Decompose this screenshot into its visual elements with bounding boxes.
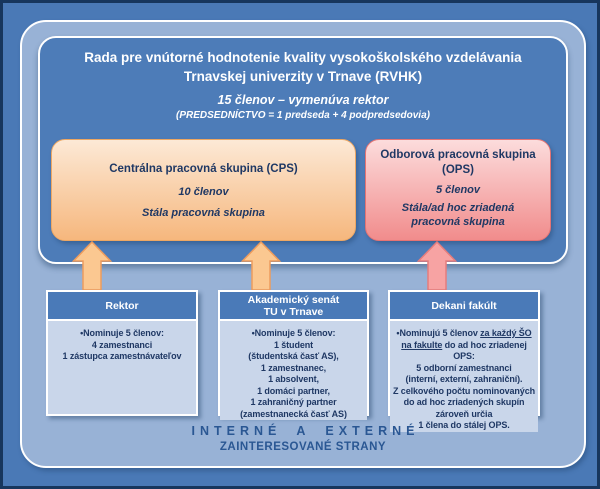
source-box-senat-header-line2: TU v Trnave — [263, 305, 324, 318]
body-line: Z celkového počtu nominovaných — [392, 385, 536, 396]
body-line: 1 domáci partner, — [257, 385, 330, 396]
dekani-intro-pre: •Nominujú 5 členov — [396, 328, 481, 338]
source-box-akademicky-senat — [218, 290, 369, 419]
source-box-rektor-header-text: Rektor — [105, 299, 139, 312]
body-line: do ad hoc zriadených skupín — [403, 397, 525, 407]
rvhk-presidency-note: (PREDSEDNÍCTVO = 1 predseda + 4 podpredsedovia) — [176, 110, 430, 121]
body-line: (zamestnanecká časť AS) — [240, 408, 347, 419]
body-line: 5 odborní zamestnanci — [416, 362, 512, 373]
body-line: •Nominuje 5 členov: — [80, 328, 164, 338]
body-line: 1 študent — [273, 339, 314, 350]
ops-title-line1: Odborová pracovná skupina — [380, 149, 536, 161]
body-line: 1 absolvent, — [268, 374, 319, 384]
cps-members: 10 členov — [178, 186, 229, 198]
rvhk-subtitle: 15 členov – vymenúva rektor — [217, 93, 389, 107]
source-box-rektor-header — [48, 292, 196, 319]
rvhk-title-line2: Trnavskej univerzity v Trnave (RVHK) — [183, 68, 423, 84]
source-box-dekani-header-text: Dekani fakúlt — [431, 299, 497, 312]
dekani-intro-post: do ad hoc zriadenej OPS: — [442, 339, 527, 361]
stakeholders-caption — [3, 424, 600, 453]
source-box-rektor-body — [48, 321, 196, 414]
cps-type: Stála pracovná skupina — [142, 207, 265, 219]
dekani-up-arrow-icon — [417, 241, 457, 291]
source-box-senat-body — [220, 321, 367, 420]
cps-group-box — [51, 139, 356, 241]
caption-line1: INTERNÉ A EXTERNÉ — [191, 424, 420, 438]
rvhk-title-line1: Rada pre vnútorné hodnotenie kvality vysokoškolského vzdelávania — [84, 50, 522, 65]
source-box-senat-header — [220, 292, 367, 319]
ops-title-line2: (OPS) — [442, 164, 474, 176]
body-line: (študentská časť AS), — [248, 351, 339, 361]
source-box-senat-header-line1: Akademický senát — [247, 293, 340, 306]
source-box-dekani-fakult — [388, 290, 540, 430]
body-line: 4 zamestnanci — [91, 339, 153, 350]
dekani-intro-line — [392, 328, 536, 363]
ops-type-line1: Stála/ad hoc zriadená — [401, 202, 515, 214]
caption-line2: ZAINTERESOVANÉ STRANY — [219, 441, 387, 453]
body-line: (interní, externí, zahraniční). — [405, 374, 523, 384]
source-box-rektor — [46, 290, 198, 416]
source-box-dekani-header — [390, 292, 538, 319]
body-line: 1 zamestnanec, — [260, 362, 327, 373]
senat-up-arrow-icon — [241, 241, 281, 291]
rvhk-title — [40, 49, 566, 86]
ops-type-line2: pracovná skupina — [411, 216, 505, 228]
dekani-intro-underlined: za každý ŠO na fakulte — [401, 328, 532, 350]
body-line: 1 zástupca zamestnávateľov — [62, 351, 182, 361]
ops-type — [366, 201, 550, 229]
body-line: zároveň určia — [435, 408, 493, 419]
cps-title: Centrálna pracovná skupina (CPS) — [109, 163, 298, 175]
rektor-up-arrow-icon — [72, 241, 112, 291]
ops-members: 5 členov — [435, 184, 481, 196]
body-line: •Nominuje 5 členov: — [251, 328, 336, 338]
ops-group-box — [365, 139, 551, 241]
ops-title — [366, 148, 550, 178]
source-box-dekani-body — [390, 321, 538, 432]
body-line: 1 člena do stálej OPS. — [418, 420, 510, 430]
body-line: 1 zahraničný partner — [250, 397, 337, 407]
